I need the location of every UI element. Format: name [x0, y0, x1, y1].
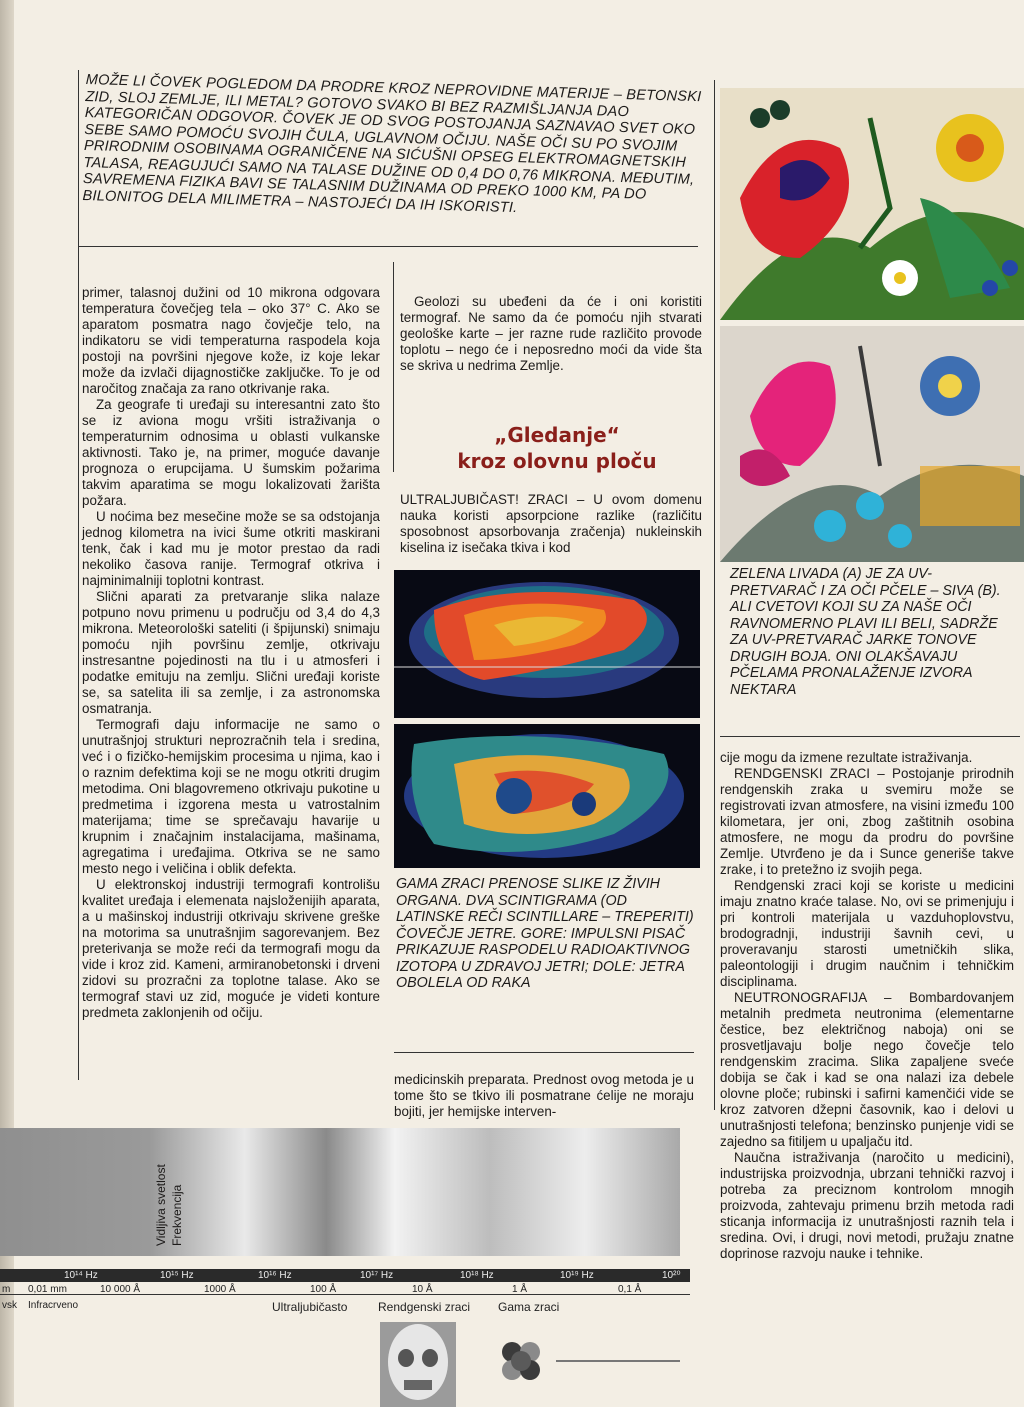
heading-line-2: kroz olovnu ploču [457, 449, 657, 473]
visible-light-label: Vidljiva svetlost [154, 1164, 168, 1246]
wave-tick: 100 Å [310, 1284, 337, 1295]
electromagnetic-spectrum-band [0, 1128, 680, 1256]
freq-tick: 10¹⁹ Hz [560, 1270, 594, 1281]
spectrum-vertical-labels [152, 1128, 192, 1246]
wave-tick: 1000 Å [204, 1284, 236, 1295]
column-divider-2 [714, 80, 715, 1110]
meadow-image-a [720, 88, 1024, 320]
column-2-top [400, 294, 702, 374]
freq-tick: 10¹⁷ Hz [360, 1270, 394, 1281]
col2-paragraph: Geolozi su ubeđeni da će i oni koristiti termograf. Ne samo da će pomoću njih stvarati geološke karte – jer razne rude različito provode toplotu – nego će i neposredno moći da vide šta se skriva u nedrima Zemlje. [400, 294, 702, 373]
caption-bottom-rule [394, 1052, 694, 1053]
col2-paragraph: ULTRALJUBIČAST! ZRACI – U ovom domenu nauka koristi apsorpcione razlike (različitu sposobnost apsorbovanja zračenja) nukleinskih kiselina iz isečaka tkiva i kod [400, 492, 702, 555]
col3-paragraph: cije mogu da izmene rezultate istraživanja. [720, 750, 973, 765]
col3-paragraph: NEUTRONOGRAFIJA – Bombardovanjem metalnih predmeta neutronima (elementarne čestice, bez električnog naboja) oni se prosvetljavaju bolje nego čovečje telo rendgenskim zracima. Slika zapaljene sveće dobija se čak i kad se ona nalazi iza debele olovne ploče; rubinski i safirni kamenčići vide se kroz zatvoren džepni časovnik, kao i delovi u unutrašnjosti telefona; benzinsko punjenje vidi se zajedno sa fitiljem u upaljaču itd. [720, 990, 1014, 1149]
freq-tick: 10¹⁵ Hz [160, 1270, 194, 1281]
scintigram-healthy-liver [394, 570, 700, 718]
column-2-bottom [394, 1072, 694, 1120]
wave-tick: 0,1 Å [618, 1284, 642, 1295]
col3-paragraph: Naučna istraživanja (naročito u medicini), industrijska proizvodnja, ubrzani tehnički razvoj i potreba za preciznom kontrolom mnogih proizvoda, zahtevaju primenu brzih metoda radi sticanja informacija iz unutrašnjosti raznih tela i sredina. Ovi, i drugi, novi metodi, pružaju znatne doprinose razvoju nauke i tehnike. [720, 1150, 1014, 1261]
section-heading [424, 422, 690, 474]
region-label: Gama zraci [498, 1300, 560, 1314]
col3-paragraph: Rendgenski zraci koji se koriste u medicini imaju znatno kraće talase. No, ovi se primenjuju i pri kontroli materijala u vazduhoplovstvu, brodogradnji, industriji šavnih cevi, u proveravanju starosti umetničkih slika, paleontologiji i drugim naučnim i tehničkim disciplinama. [720, 878, 1014, 989]
col1-paragraph: primer, talasnoj dužini od 10 mikrona odgovara temperatura čovečjeg tela – oko 37° C. Ako se aparatom posmatra nago čovječje telo, na indikatoru se vidi temperaturna raspodela koja postoji na površini njegove kože, iz koje lekar može da izvlači dijagnostičke zaključke. To je od naročitog značaja za rano otkrivanje raka. [82, 285, 380, 396]
region-label: Rendgenski zraci [378, 1300, 471, 1314]
col1-paragraph: Za geografe ti uređaji su interesantni zato što se iz aviona mogu vršiti istraživanja o temperaturnim odnosima u oblasti vulkanske aktivnosti. Tako je, na primer, moguće davanje prognoza o erupcijama. U šumskim požarima takvim aparatima se mogu lokalizovati žarišta požara. [82, 397, 380, 508]
scintigram-diseased-liver [394, 724, 700, 868]
region-label: Ultraljubičasto [272, 1300, 348, 1314]
wave-tick: 10 Å [412, 1284, 433, 1295]
wave-tick: 1 Å [512, 1284, 528, 1295]
wave-tick: 0,01 mm [28, 1284, 67, 1295]
wave-tick: 10 000 Å [100, 1284, 141, 1295]
scintigram-caption: GAMA ZRACI PRENOSE SLIKE IZ ŽIVIH ORGANA. DVA SCINTIGRAMA (OD LATINSKE REČI SCINTILLARE – TREPERITI) ČOVEČJE JETRE. GORE: IMPULSNI PISAČ PRIKAZUJE RASPODELU RADIOAKTIVNOG IZOTOPA U ZDRAVOJ JETRI; DOLE: JETRA OBOLELA OD RAKA [396, 876, 694, 991]
intro-paragraph: MOŽE LI ČOVEK POGLEDOM DA PRODRE KROZ NEPROVIDNE MATERIJE – BETONSKI ZID, SLOJ ZEMLJE, ILI METAL? GOTOVO SVAKO BI BEZ RAZMIŠLJANJA DAO KATEGORIČAN ODGOVOR. ČOVEK JE OD SVOG POSTOJANJA SAZNAVAO SVET OKO SEBE SAMO POMOĆU SVOJIH ČULA, UGLAVNOM OČIJU. NAŠE OČI SU PO SVOJIM PRIRODNIM OSOBINAMA OGRANIČENE NA SIĆUŠNI OPSEG ELEKTROMAGNETSKIH TALASA, REAGUJUĆI SAMO NA TALASE DUŽINE OD 0,4 DO 0,76 MIKRONA. MEĐUTIM, SAVREMENA FIZIKA BAVI SE TALASNIM DUŽINAMA OD PREKO 1000 KM, PA DO BILONITOG DELA MILIMETRA – NASTOJEĆI DA IH ISKORISTI. [82, 72, 702, 216]
col3-paragraph: RENDGENSKI ZRACI – Postojanje prirodnih rendgenskih zraka u svemiru može se registrovati izvan atmosfere, na visini između 100 kilometara, jer oni, zbog zaštitnih osobina atmosfere, ne mogu da prodru do površine Zemlje. Utvrđeno je da i Sunce generiše takve zrake, i to pretežno iz svojih pega. [720, 766, 1014, 877]
column-2-mid [400, 492, 702, 556]
meadow-image-b [720, 326, 1024, 562]
frequency-scale [0, 1269, 690, 1282]
freq-tick: 10²⁰ [662, 1270, 681, 1281]
col1-paragraph: U elektronskoj industriji termografi kontrolišu kvalitet uređaja i elemenata najsloženijih aparata, a u mašinskoj industriji otkrivaju skrivene greške na motorima sa unutrašnjim sagorevanjem. Bez preterivanja se može reći da termografi mogu da vide i kroz zid. Kameni, armiranobetonski i drveni zidovi su prozračni za toplotne talase. Ako se termograf stavi uz zid, moguće je videti konture predmeta zaklonjenih od očiju. [82, 877, 380, 1020]
caption-right-rule [720, 736, 1020, 737]
edge-label: vsk [2, 1300, 17, 1311]
xray-skull-image [380, 1322, 456, 1407]
freq-tick: 10¹⁸ Hz [460, 1270, 494, 1281]
column-3 [720, 750, 1014, 1262]
col1-paragraph: U noćima bez mesečine može se sa odstojanja jednog kilometra na ivici šume otkriti maskirani tenk, čak i kad mu je motor prestao da radi nekoliko časova ranije. Termograf otkriva i najminimalniji toplotni kontrast. [82, 509, 380, 588]
intro-left-rule [78, 70, 79, 1080]
freq-tick: 10¹⁶ Hz [258, 1270, 292, 1281]
ray-arrow [556, 1360, 680, 1362]
region-label: Infracrveno [28, 1300, 79, 1311]
frequency-label: Frekvencija [170, 1184, 184, 1246]
col1-paragraph: Slični aparati za pretvaranje slika nalaze potpuno novu primenu u području od 3,4 do 4,3 mikrona. Meteorološki sateliti (i špijunski) snimaju pomoću njih površinu zemlje, otkrivaju instresantne pojedinosti na tlu i u atmosferi i podatke emituju na zemlju. Slični uređaji koriste se, sa satelita ili sa zemlje, i za astronomska osmatranja. [82, 589, 380, 716]
col1-paragraph: Termografi daju informacije ne samo o unutrašnjoj strukturi neprozračnih tela i sredina, već i o fizičko-hemijskim procesima u njima, kao i o raznim defektima koji se ne mogu otkriti drugim metodima. Oni blagovremeno otkrivaju pukotine u predmetima i izgorena mesta u vatrostalnim materijama; time se sprečavaju havarije u krupnim i značajnim instalacijama, mašinama, agregatima i uređajima. Otkriva se ne samo mesto nego i veličina i oblik defekta. [82, 717, 380, 876]
intro-bottom-rule [78, 246, 698, 247]
freq-tick: 10¹⁴ Hz [64, 1270, 98, 1281]
col2-paragraph: medicinskih preparata. Prednost ovog metoda je u tome što se tkivo ili posmatrane ćelije ne moraju bojiti, jer hemijske interven- [394, 1072, 694, 1119]
column-1 [82, 285, 380, 1021]
atom-nucleus-image [486, 1326, 556, 1396]
column-divider-1 [393, 262, 394, 472]
meadow-caption: ZELENA LIVADA (A) JE ZA UV-PRETVARAČ I ZA OČI PČELE – SIVA (B). ALI CVETOVI KOJI SU ZA NAŠE OČI RAVNOMERNO PLAVI ILI BELI, SADRŽE ZA UV-PRETVARAČ JARKE TONOVE DRUGIH BOJA. ONI OLAKŠAVAJU PČELAMA PRONALAŽENJE IZVORA NEKTARA [730, 566, 1001, 698]
heading-line-1: „Gledanje“ [494, 423, 620, 447]
edge-label: m [2, 1284, 11, 1295]
